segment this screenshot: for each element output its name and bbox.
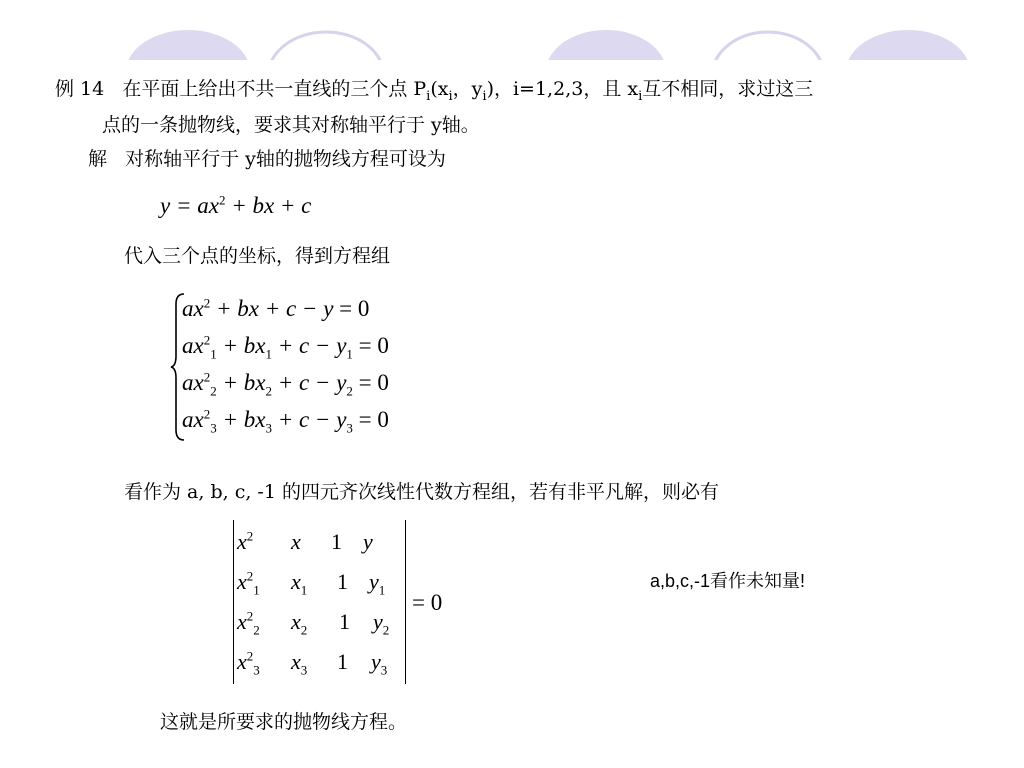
side-note: a,b,c,-1看作未知量! — [650, 571, 806, 591]
homogeneous-text: 看作为 a, b, c, -1 的四元齐次线性代数方程组，若有非平凡解，则必有 — [124, 481, 719, 503]
system-row: $ax^2_2 + bx_2 + c - y_2 = 0$ — [182, 369, 389, 399]
header-decoration — [0, 0, 1024, 60]
solution-intro: 解 对称轴平行于 y轴的抛物线方程可设为 — [88, 148, 446, 170]
problem-line-1: 例 14 在平面上给出不共一直线的三个点 $P_i(x_i$，$y_i$)，i=1,2,3，且 $x_i$互不相同，求过这三 — [55, 78, 814, 104]
solution-label: 解 — [88, 148, 108, 170]
example-number: 例 14 — [55, 78, 105, 100]
system-row: $ax^2$ + bx + c − y = 0 — [182, 295, 370, 321]
system-row: $ax^2_3 + bx_3 + c - y_3 = 0$ — [182, 406, 389, 436]
conclusion-text: 这就是所要求的抛物线方程。 — [160, 711, 408, 733]
parabola-equation: $y = ax^2$ + bx + c — [160, 192, 312, 218]
determinant: $x^2$ x 1 y $x^2_1$ $x_1$ 1 $y_1$ $x^2_2$ $x_2$ 1 $y_2$ $x^2_3$ $x_3$ 1 $y_3$ — [233, 520, 413, 684]
problem-line-2: 点的一条抛物线，要求其对称轴平行于 y轴。 — [102, 114, 480, 136]
substitute-text: 代入三个点的坐标，得到方程组 — [124, 245, 391, 267]
det-left-bar — [233, 520, 234, 684]
system-row: $ax^2_1 + bx_1 + c - y_1 = 0$ — [182, 332, 389, 362]
equation-system — [182, 290, 389, 438]
determinant-equals: = 0 — [412, 590, 443, 615]
det-right-bar — [405, 520, 406, 684]
